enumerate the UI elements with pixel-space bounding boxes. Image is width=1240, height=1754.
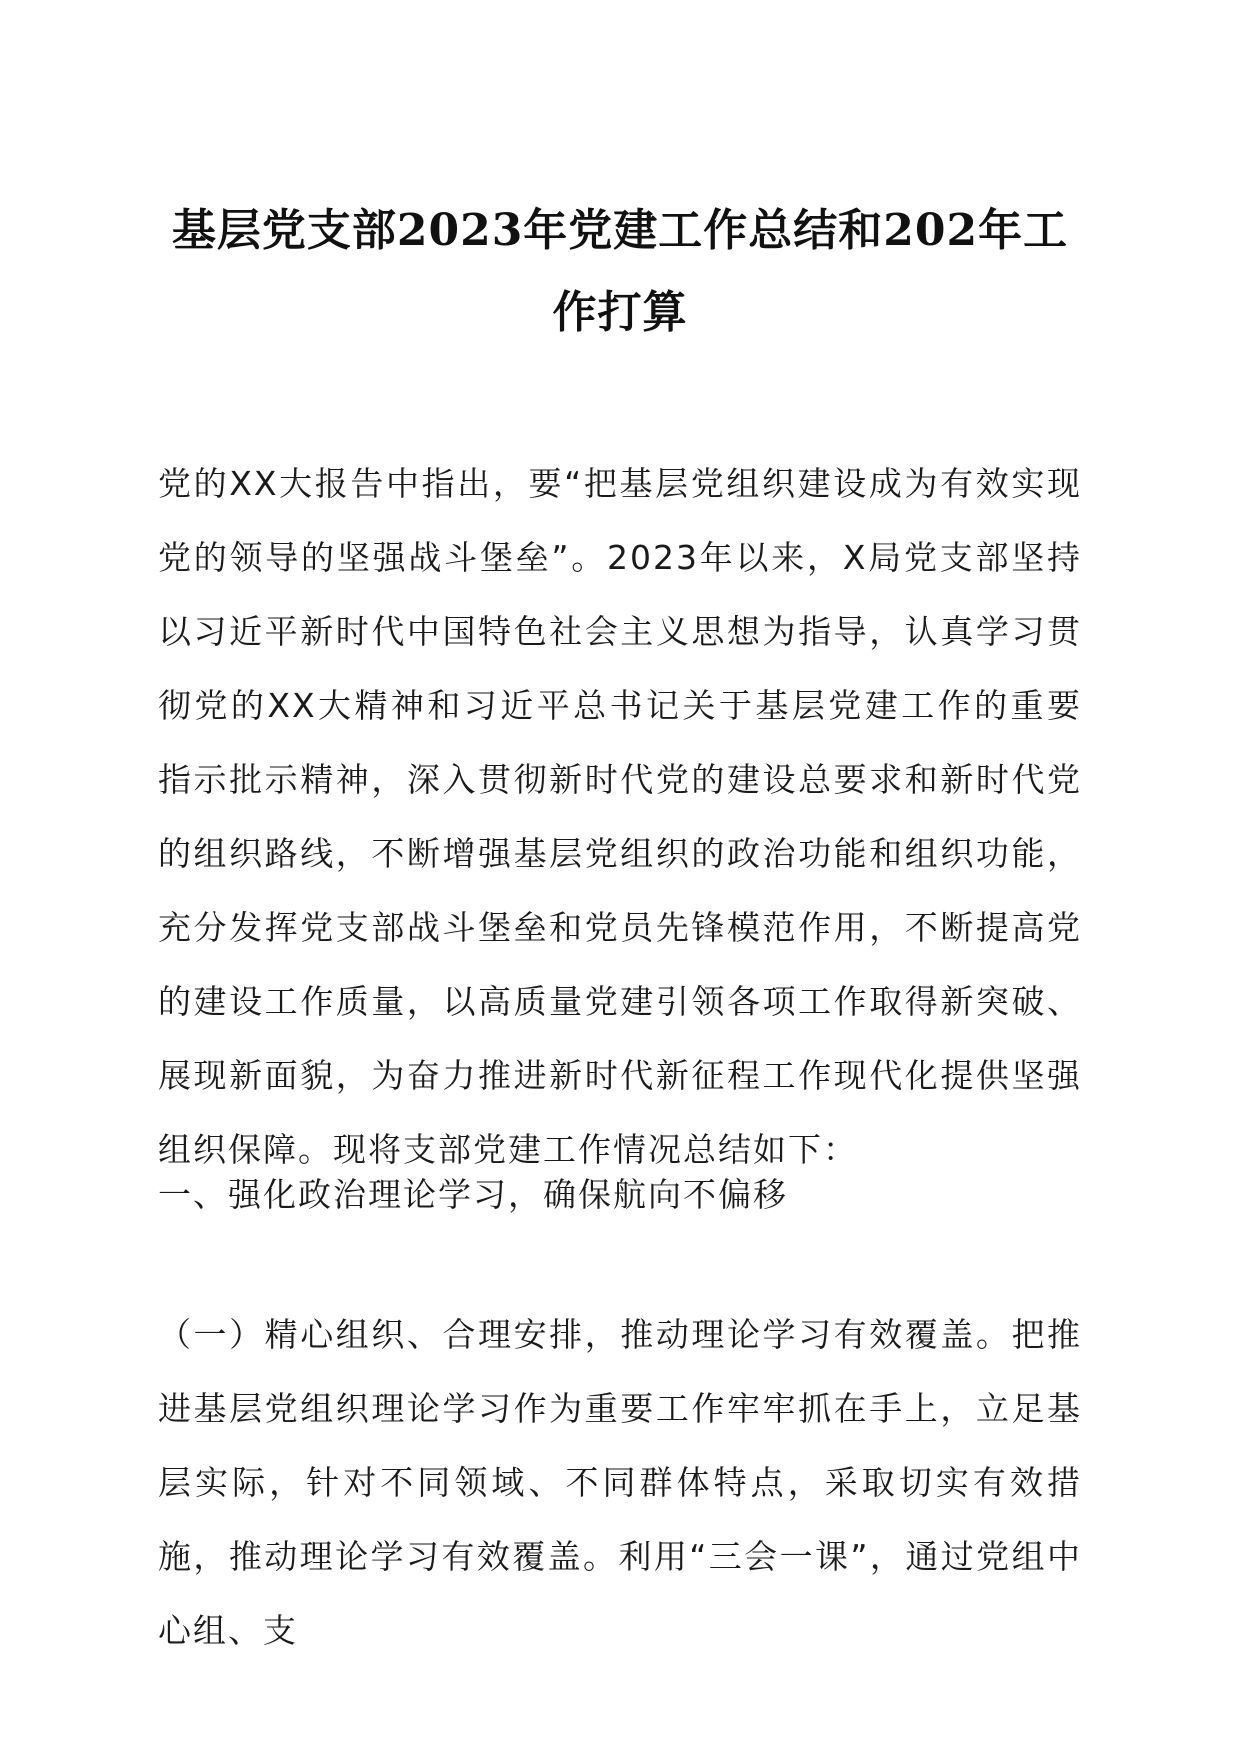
- subsection-paragraph-1: （一）精心组织、合理安排，推动理论学习有效覆盖。把推进基层党组织理论学习作为重要工作牢牢抓在手上，立足基层实际，针对不同领域、不同群体特点，采取切实有效措施，推动理论学习有效覆盖。利用“三会一课”，通过党组中心组、支: [158, 1315, 1082, 1650]
- section-heading-1: 一、强化政治理论学习，确保航向不偏移: [158, 1175, 788, 1214]
- document-title: 基层党支部2023年党建工作总结和202年工作打算: [171, 205, 1069, 338]
- intro-paragraph: 党的XX大报告中指出，要“把基层党组织建设成为有效实现党的领导的坚强战斗堡垒”。2023年以来，X局党支部坚持以习近平新时代中国特色社会主义思想为指导，认真学习贯彻党的XX大精神和习近平总书记关于基层党建工作的重要指示批示精神，深入贯彻新时代党的建设总要求和新时代党的组织路线，不断增强基层党组织的政治功能和组织功能，充分发挥党支部战斗堡垒和党员先锋模范作用，不断提高党的建设工作质量，以高质量党建引领各项工作取得新突破、展现新面貌，为奋力推进新时代新征程工作现代化提供坚强组织保障。现将支部党建工作情况总结如下：: [158, 464, 1082, 1169]
